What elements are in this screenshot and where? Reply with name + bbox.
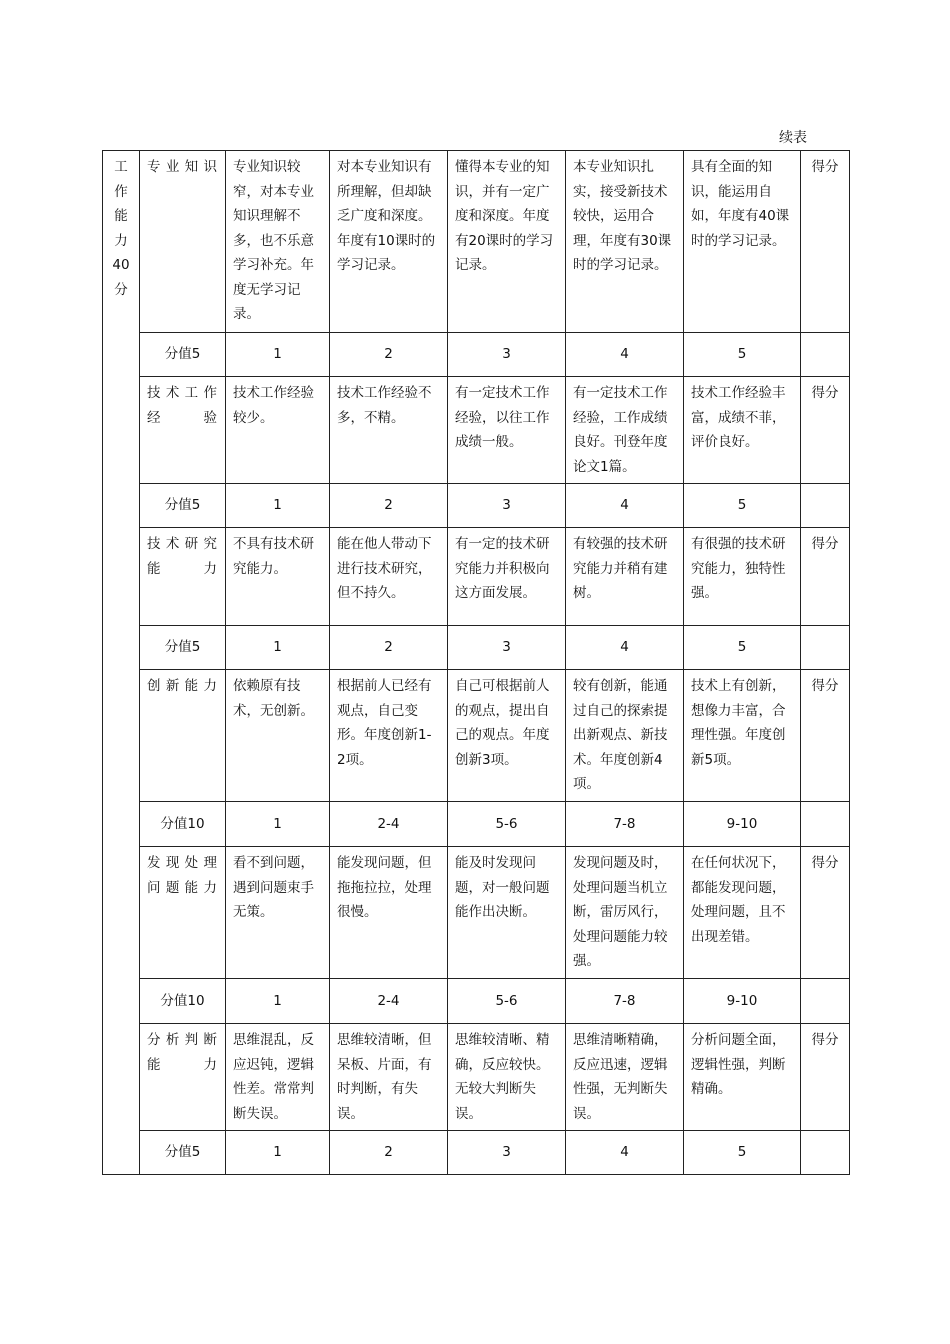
points-value: 3 (448, 1131, 566, 1175)
points-value: 4 (566, 484, 684, 528)
points-value: 2 (330, 333, 448, 377)
item-name: 技术研究能力 (140, 528, 226, 626)
category-char: 力 (114, 232, 128, 249)
category-char: 作 (114, 183, 128, 200)
points-value: 4 (566, 333, 684, 377)
level-1-desc: 依赖原有技术，无创新。 (226, 670, 330, 802)
level-3-desc: 有一定的技术研究能力并积极向这方面发展。 (448, 528, 566, 626)
points-value: 3 (448, 333, 566, 377)
score-input-cell[interactable] (801, 1131, 850, 1175)
points-value: 5-6 (448, 802, 566, 847)
points-value: 1 (226, 979, 330, 1024)
level-3-desc: 能及时发现问题，对一般问题能作出决断。 (448, 847, 566, 979)
level-5-desc: 分析问题全面，逻辑性强，判断精确。 (684, 1024, 801, 1131)
points-value: 2-4 (330, 979, 448, 1024)
evaluation-table (102, 150, 850, 1175)
level-3-desc: 懂得本专业的知识，并有一定广度和深度。年度有20课时的学习记录。 (448, 151, 566, 333)
continued-table-label: 续表 (779, 130, 807, 146)
points-value: 1 (226, 802, 330, 847)
score-input-cell[interactable] (801, 484, 850, 528)
level-4-desc: 有较强的技术研究能力并稍有建树。 (566, 528, 684, 626)
criteria-row (103, 528, 850, 626)
score-input-cell[interactable] (801, 802, 850, 847)
level-2-desc: 根据前人已经有观点，自己变形。年度创新1-2项。 (330, 670, 448, 802)
level-2-desc: 对本专业知识有所理解，但却缺乏广度和深度。年度有10课时的学习记录。 (330, 151, 448, 333)
points-label: 分值5 (140, 626, 226, 670)
level-5-desc: 有很强的技术研究能力，独特性强。 (684, 528, 801, 626)
points-row (103, 979, 850, 1024)
points-value: 5 (684, 484, 801, 528)
level-4-desc: 较有创新，能通过自己的探索提出新观点、新技术。年度创新4项。 (566, 670, 684, 802)
points-value: 7-8 (566, 802, 684, 847)
points-value: 1 (226, 484, 330, 528)
points-row (103, 626, 850, 670)
criteria-row (103, 1024, 850, 1131)
criteria-row (103, 847, 850, 979)
points-value: 2 (330, 626, 448, 670)
level-1-desc: 专业知识较窄，对本专业知识理解不多，也不乐意学习补充。年度无学习记录。 (226, 151, 330, 333)
category-char: 分 (114, 281, 128, 298)
points-value: 2 (330, 484, 448, 528)
points-label: 分值5 (140, 484, 226, 528)
level-5-desc: 在任何状况下，都能发现问题，处理问题，且不出现差错。 (684, 847, 801, 979)
points-value: 1 (226, 1131, 330, 1175)
level-5-desc: 技术工作经验丰富，成绩不菲，评价良好。 (684, 377, 801, 484)
score-input-cell[interactable] (801, 333, 850, 377)
points-row (103, 333, 850, 377)
level-2-desc: 能在他人带动下进行技术研究，但不持久。 (330, 528, 448, 626)
points-value: 3 (448, 484, 566, 528)
level-3-desc: 有一定技术工作经验，以往工作成绩一般。 (448, 377, 566, 484)
level-1-desc: 看不到问题，遇到问题束手无策。 (226, 847, 330, 979)
category-char: 工 (114, 159, 128, 175)
score-label: 得分 (801, 670, 850, 802)
points-value: 5 (684, 1131, 801, 1175)
score-label: 得分 (801, 847, 850, 979)
criteria-row (103, 151, 850, 333)
level-2-desc: 思维较清晰，但呆板、片面，有时判断，有失误。 (330, 1024, 448, 1131)
points-value: 1 (226, 333, 330, 377)
level-4-desc: 思维清晰精确，反应迅速，逻辑性强，无判断失误。 (566, 1024, 684, 1131)
category-char: 40 (112, 257, 130, 273)
score-input-cell[interactable] (801, 979, 850, 1024)
level-1-desc: 技术工作经验较少。 (226, 377, 330, 484)
item-name: 技术工作经验 (140, 377, 226, 484)
category-char: 能 (114, 208, 128, 224)
points-value: 9-10 (684, 979, 801, 1024)
level-1-desc: 思维混乱，反应迟钝，逻辑性差。常常判断失误。 (226, 1024, 330, 1131)
level-1-desc: 不具有技术研究能力。 (226, 528, 330, 626)
level-4-desc: 发现问题及时，处理问题当机立断，雷厉风行，处理问题能力较强。 (566, 847, 684, 979)
points-value: 5 (684, 333, 801, 377)
criteria-row (103, 377, 850, 484)
points-label: 分值10 (140, 979, 226, 1024)
points-label: 分值10 (140, 802, 226, 847)
level-2-desc: 技术工作经验不多，不精。 (330, 377, 448, 484)
points-value: 7-8 (566, 979, 684, 1024)
points-value: 2 (330, 1131, 448, 1175)
points-value: 5-6 (448, 979, 566, 1024)
item-name: 创新能力 (140, 670, 226, 802)
score-label: 得分 (801, 528, 850, 626)
points-row (103, 802, 850, 847)
score-label: 得分 (801, 1024, 850, 1131)
score-label: 得分 (801, 151, 850, 333)
score-input-cell[interactable] (801, 626, 850, 670)
criteria-row (103, 670, 850, 802)
item-name: 发现处理问题能力 (140, 847, 226, 979)
points-value: 4 (566, 1131, 684, 1175)
item-name: 专业知识 (140, 151, 226, 333)
points-value: 4 (566, 626, 684, 670)
points-label: 分值5 (140, 1131, 226, 1175)
points-row (103, 484, 850, 528)
level-5-desc: 具有全面的知识，能运用自如，年度有40课时的学习记录。 (684, 151, 801, 333)
category-cell (103, 151, 140, 1175)
level-3-desc: 思维较清晰、精确，反应较快。无较大判断失误。 (448, 1024, 566, 1131)
level-2-desc: 能发现问题，但拖拖拉拉，处理很慢。 (330, 847, 448, 979)
level-4-desc: 有一定技术工作经验，工作成绩良好。刊登年度论文1篇。 (566, 377, 684, 484)
points-value: 9-10 (684, 802, 801, 847)
points-value: 3 (448, 626, 566, 670)
points-value: 5 (684, 626, 801, 670)
points-value: 1 (226, 626, 330, 670)
score-label: 得分 (801, 377, 850, 484)
points-value: 2-4 (330, 802, 448, 847)
level-5-desc: 技术上有创新，想像力丰富，合理性强。年度创新5项。 (684, 670, 801, 802)
points-row (103, 1131, 850, 1175)
level-3-desc: 自己可根据前人的观点，提出自己的观点。年度创新3项。 (448, 670, 566, 802)
points-label: 分值5 (140, 333, 226, 377)
level-4-desc: 本专业知识扎实，接受新技术较快，运用合理，年度有30课时的学习记录。 (566, 151, 684, 333)
item-name: 分析判断能力 (140, 1024, 226, 1131)
